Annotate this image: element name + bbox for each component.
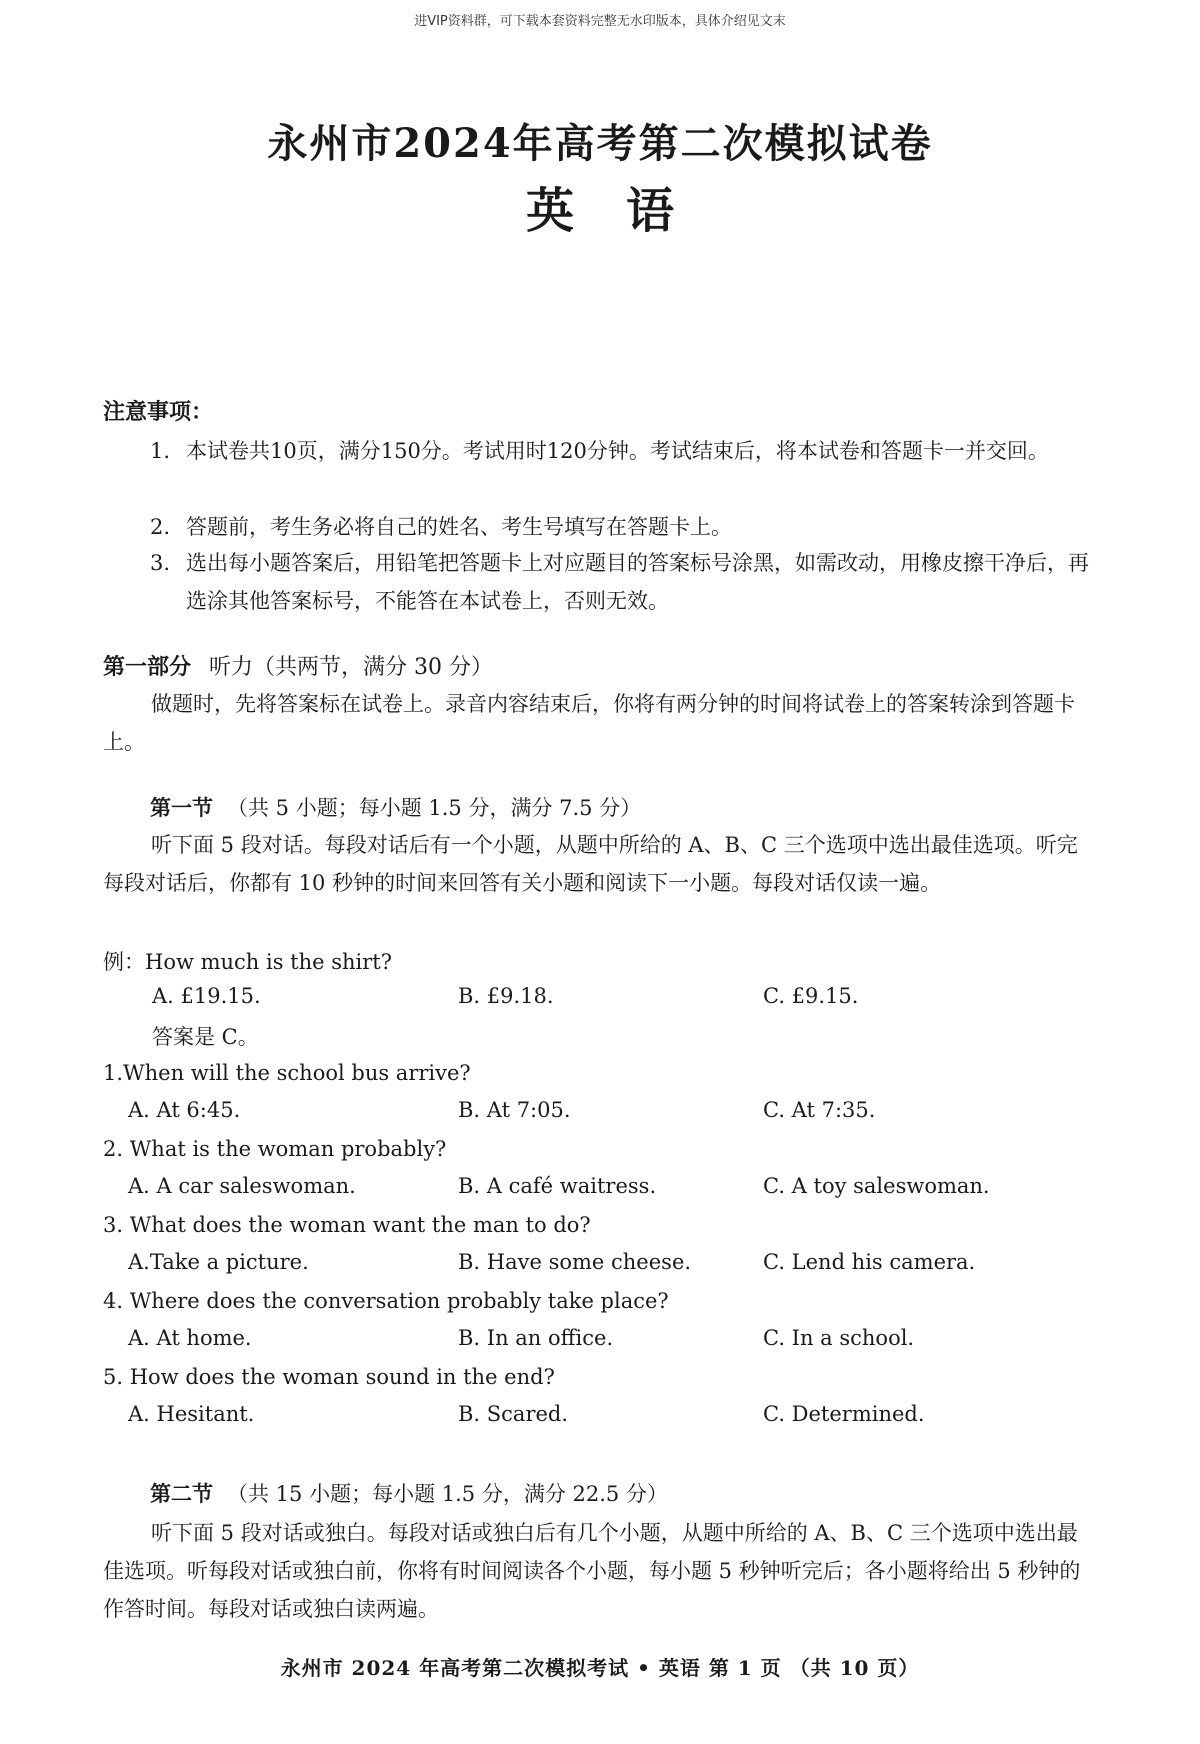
part1-subheading: 听力（共两节，满分 30 分）	[209, 655, 493, 680]
exam-subject: 英语	[525, 183, 726, 239]
q2-option-a: A. A car saleswoman.	[128, 1174, 356, 1198]
section1-info: （共 5 小题；每小题 1.5 分，满分 7.5 分）	[227, 796, 642, 820]
q4-option-b: B. In an office.	[458, 1326, 614, 1350]
q1-option-b: B. At 7:05.	[458, 1098, 571, 1122]
q4-option-a: A. At home.	[128, 1326, 252, 1350]
q5-option-a: A. Hesitant.	[128, 1402, 255, 1426]
section2-heading	[150, 1478, 668, 1508]
part1-instructions: 做题时，先将答案标在试卷上。录音内容结束后，你将有两分钟的时间将试卷上的答案转涂到答题卡上。	[103, 692, 1075, 754]
note-text: 本试卷共10页，满分150分。考试用时120分钟。考试结束后，将本试卷和答题卡一并交回。	[186, 439, 1049, 463]
section1-label: 第一节	[150, 795, 213, 820]
q3-option-c: C. Lend his camera.	[763, 1250, 976, 1274]
note-text: 答题前，考生务必将自己的姓名、考生号填写在答题卡上。	[186, 515, 732, 539]
q4-option-c: C. In a school.	[763, 1326, 915, 1350]
note-number: 3.	[150, 551, 171, 575]
note-number: 2.	[150, 515, 171, 539]
q1-option-c: C. At 7:35.	[763, 1098, 876, 1122]
notes-heading: 注意事项：	[103, 399, 214, 425]
example-option-b: B. £9.18.	[458, 984, 554, 1008]
example-question: 例：How much is the shirt?	[103, 950, 392, 974]
example-option-c: C. £9.15.	[763, 984, 859, 1008]
question-3: 3. What does the woman want the man to do?	[103, 1213, 591, 1237]
watermark-banner: 进VIP资料群，可下载本套资料完整无水印版本，具体介绍见文末	[414, 14, 786, 29]
question-4: 4. Where does the conversation probably take place?	[103, 1289, 669, 1313]
q3-option-a: A.Take a picture.	[128, 1250, 309, 1274]
page-footer: 永州市 2024 年高考第二次模拟考试 • 英语 第 1 页 （共 10 页）	[280, 1656, 920, 1680]
part1-heading	[103, 650, 493, 681]
note-text: 选出每小题答案后，用铅笔把答题卡上对应题目的答案标号涂黑，如需改动，用橡皮擦干净后，再选涂其他答案标号，不能答在本试卷上，否则无效。	[186, 551, 1089, 613]
section2-instructions: 听下面 5 段对话或独白。每段对话或独白后有几个小题，从题中所给的 A、B、C 三个选项中选出最佳选项。听每段对话或独白前，你将有时间阅读各个小题，每小题 5 秒钟听完后；各小题将给出 5 秒钟的作答时间。每段对话或独白读两遍。	[103, 1521, 1081, 1621]
question-2: 2. What is the woman probably?	[103, 1137, 447, 1161]
q3-option-b: B. Have some cheese.	[458, 1250, 692, 1274]
part1-label: 第一部分	[103, 654, 192, 680]
note-item	[150, 544, 1095, 620]
section2-info: （共 15 小题；每小题 1.5 分，满分 22.5 分）	[227, 1482, 668, 1506]
q1-option-a: A. At 6:45.	[128, 1098, 241, 1122]
section2-label: 第二节	[150, 1481, 213, 1506]
example-answer: 答案是 C。	[152, 1025, 259, 1049]
question-5: 5. How does the woman sound in the end?	[103, 1365, 555, 1389]
section1-heading	[150, 792, 641, 822]
q5-option-b: B. Scared.	[458, 1402, 569, 1426]
note-number: 1.	[150, 439, 171, 463]
note-item	[150, 432, 1095, 470]
note-item	[150, 508, 1095, 546]
section1-instructions: 听下面 5 段对话。每段对话后有一个小题，从题中所给的 A、B、C 三个选项中选出最佳选项。听完每段对话后，你都有 10 秒钟的时间来回答有关小题和阅读下一小题。每段对话仅读一遍。	[103, 833, 1078, 895]
q2-option-c: C. A toy saleswoman.	[763, 1174, 990, 1198]
example-option-a: A. £19.15.	[152, 984, 261, 1008]
q2-option-b: B. A café waitress.	[458, 1174, 657, 1198]
q5-option-c: C. Determined.	[763, 1402, 925, 1426]
exam-title: 永州市2024年高考第二次模拟试卷	[267, 120, 933, 167]
question-1: 1.When will the school bus arrive?	[103, 1061, 471, 1085]
